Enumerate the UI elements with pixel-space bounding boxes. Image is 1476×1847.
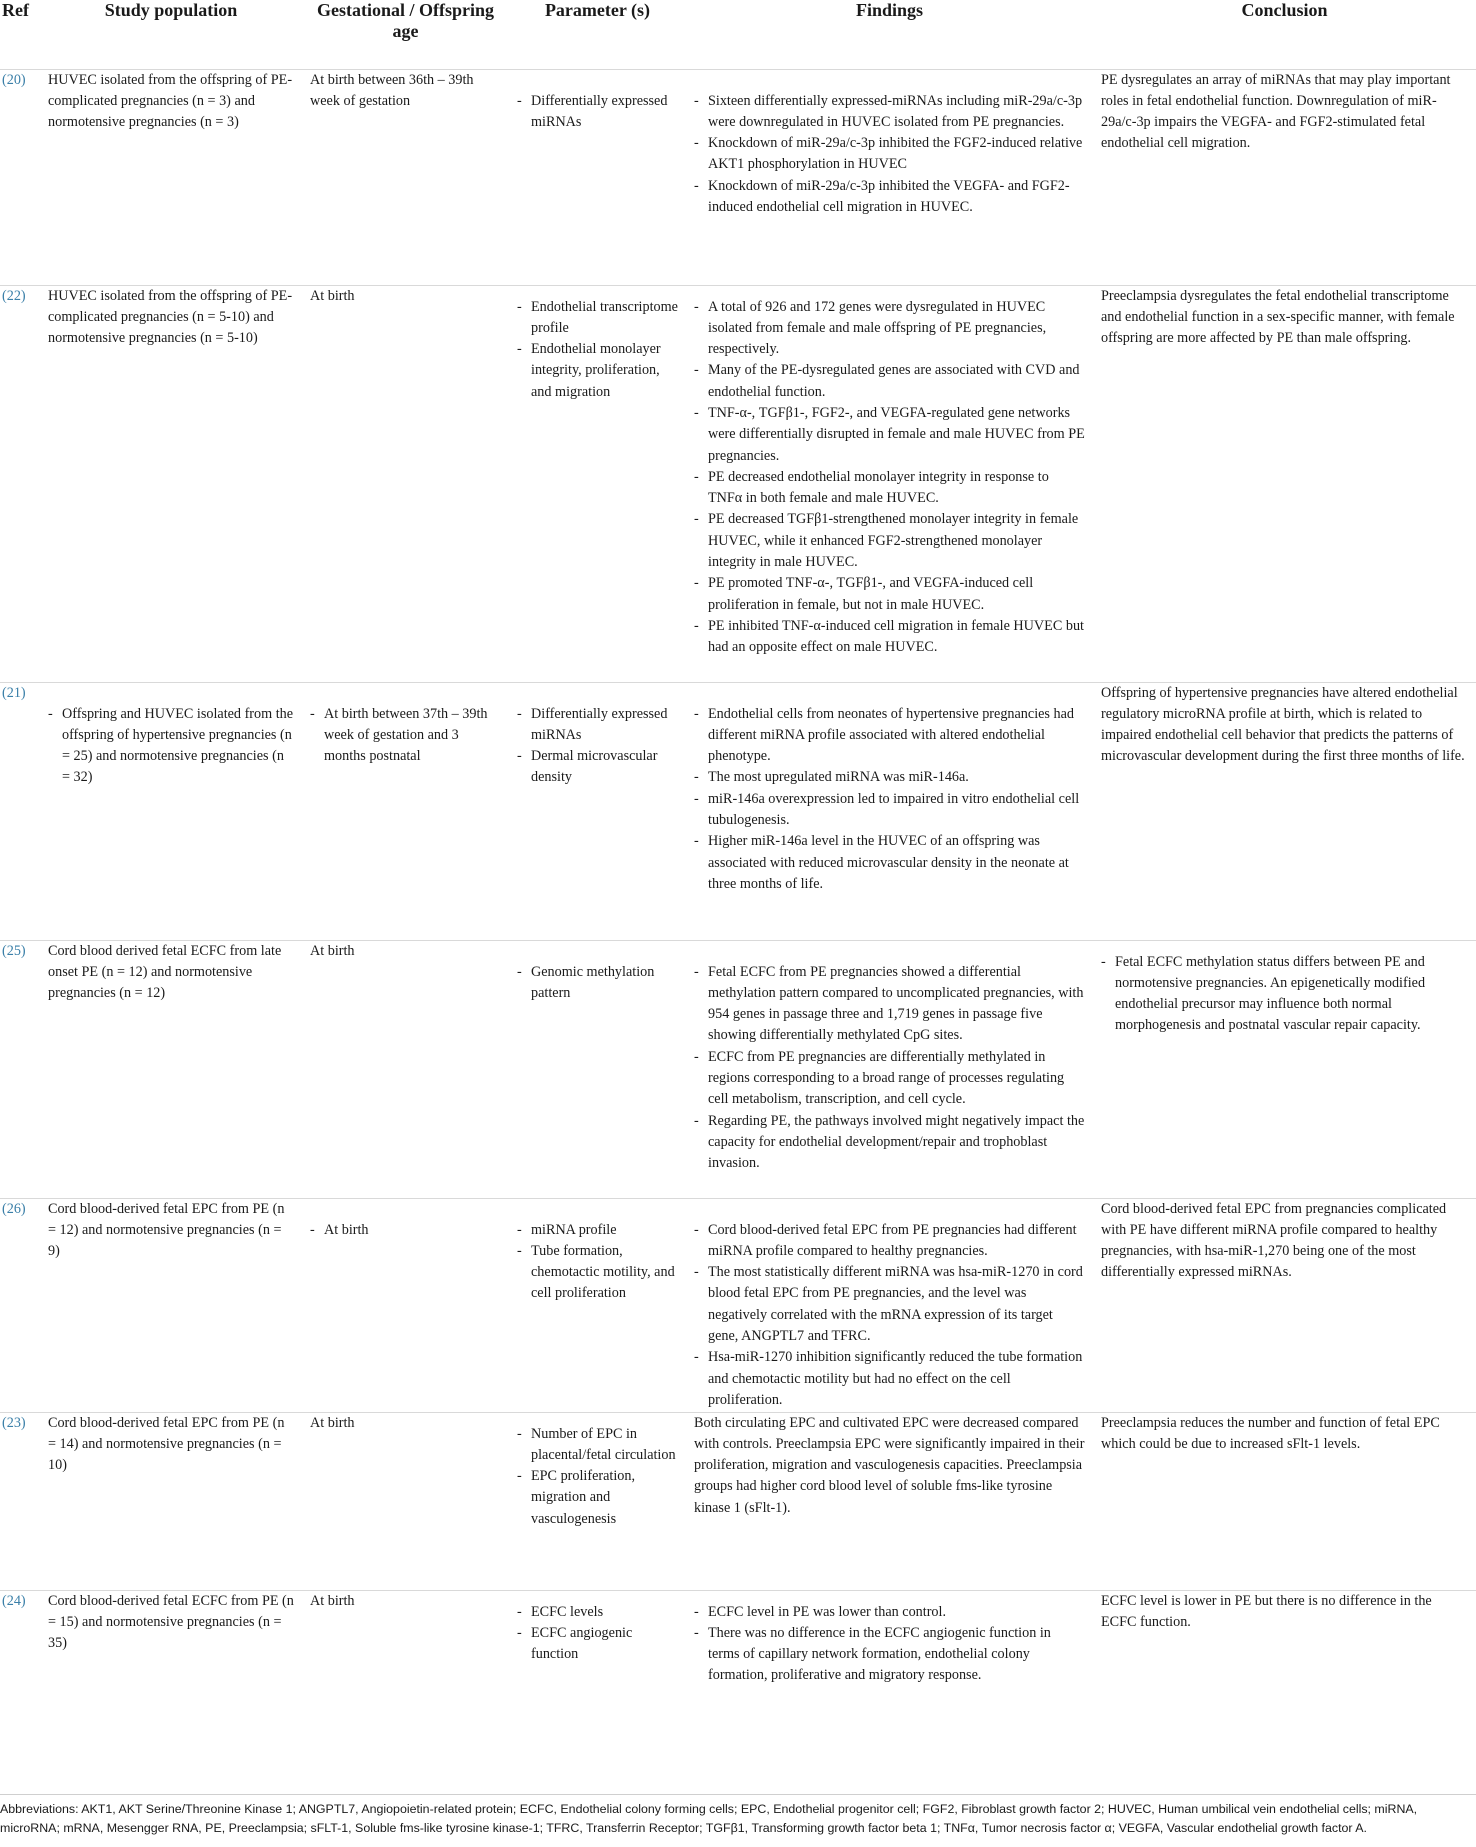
finding-item: - The most upregulated miRNA was miR-146a. <box>694 767 1085 788</box>
age-cell: At birth <box>310 1592 355 1609</box>
param-item: - Dermal microvascular density <box>517 746 678 789</box>
finding-item: - Knockdown of miR-29a/c-3p inhibited the FGF2-induced relative AKT1 phosphorylation in HUVEC <box>694 133 1085 176</box>
conclusion-cell: PE dysregulates an array of miRNAs that may play important roles in fetal endothelial function. Downregulation of miR-29a/c-3p impairs the VEGFA- and FGF2-stimulated fetal endothelial cell migration. <box>1101 71 1451 152</box>
param-item: - ECFC angiogenic function <box>517 1623 678 1666</box>
finding-item: - Cord blood-derived fetal EPC from PE pregnancies had different miRNA profile compared to healthy pregnancies. <box>694 1220 1085 1263</box>
ref-link[interactable]: (25) <box>2 942 26 959</box>
finding-item: - Regarding PE, the pathways involved might negatively impact the capacity for endothelial development/repair and trophoblast invasion. <box>694 1111 1085 1175</box>
age-item: - At birth between 37th – 39th week of gestation and 3 months postnatal <box>310 704 501 768</box>
age-cell: At birth <box>310 942 355 959</box>
finding-item: - Many of the PE-dysregulated genes are associated with CVD and endothelial function. <box>694 360 1085 403</box>
finding-item: - There was no difference in the ECFC angiogenic function in terms of capillary network formation, endothelial colony formation, proliferative and migratory response. <box>694 1623 1085 1687</box>
ref-link[interactable]: (23) <box>2 1414 26 1431</box>
conclusion-cell: Preeclampsia reduces the number and function of fetal EPC which could be due to increased sFlt-1 levels. <box>1101 1414 1440 1452</box>
table-row <box>0 682 1476 940</box>
finding-item: - Higher miR-146a level in the HUVEC of an offspring was associated with reduced microvascular density in the neonate at three months of life. <box>694 831 1085 895</box>
ref-link[interactable]: (24) <box>2 1592 26 1609</box>
age-cell <box>302 1198 509 1412</box>
ref-link[interactable]: (21) <box>2 684 26 701</box>
finding-item: - PE decreased endothelial monolayer integrity in response to TNFα in both female and male HUVEC. <box>694 467 1085 510</box>
param-item: - ECFC levels <box>517 1602 678 1623</box>
age-item: - At birth <box>310 1220 501 1241</box>
population-cell: HUVEC isolated from the offspring of PE-complicated pregnancies (n = 3) and normotensive pregnancies (n = 3) <box>48 71 293 131</box>
params-cell <box>509 1590 686 1714</box>
param-item: - Number of EPC in placental/fetal circulation <box>517 1424 678 1467</box>
findings-cell <box>686 682 1093 940</box>
finding-item: - Hsa-miR-1270 inhibition significantly reduced the tube formation and chemotactic motility but had no effect on the cell proliferation. <box>694 1347 1085 1411</box>
population-cell <box>40 682 302 940</box>
population-cell: HUVEC isolated from the offspring of PE-complicated pregnancies (n = 5-10) and normotensive pregnancies (n = 5-10) <box>48 287 293 347</box>
finding-item: - miR-146a overexpression led to impaired in vitro endothelial cell tubulogenesis. <box>694 789 1085 832</box>
population-cell: Cord blood-derived fetal EPC from PE (n = 12) and normotensive pregnancies (n = 9) <box>48 1200 285 1260</box>
findings-cell <box>686 940 1093 1198</box>
header-population: Study population <box>104 0 238 20</box>
finding-item: - A total of 926 and 172 genes were dysregulated in HUVEC isolated from female and male offspring of PE pregnancies, respectively. <box>694 297 1085 361</box>
ref-link[interactable]: (22) <box>2 287 26 304</box>
params-cell <box>509 69 686 285</box>
table-row <box>0 1198 1476 1412</box>
finding-item: - Knockdown of miR-29a/c-3p inhibited the VEGFA- and FGF2-induced endothelial cell migration in HUVEC. <box>694 176 1085 219</box>
table-row <box>0 285 1476 682</box>
params-cell <box>509 1412 686 1590</box>
conclusion-cell <box>1093 940 1476 1198</box>
params-cell <box>509 285 686 682</box>
abbreviations-footnote: Abbreviations: AKT1, AKT Serine/Threonine Kinase 1; ANGPTL7, Angiopoietin-related protein; ECFC, Endothelial colony forming cells; EPC, Endothelial progenitor cell; FGF2, Fibroblast growth factor 2; HUVEC, Human umbilical vein endothelial cells; miRNA, microRNA; mRNA, Mesengger RNA, PE, Preeclampsia; sFLT-1, Soluble fms-like tyrosine kinase-1; TFRC, Transferrin Receptor; TGFβ1, Transforming growth factor beta 1; TNFα, Tumor necrosis factor α; VEGFA, Vascular endothelial growth factor A. <box>0 1794 1476 1838</box>
header-conclusion: Conclusion <box>1241 0 1328 20</box>
conclusion-cell: Preeclampsia dysregulates the fetal endothelial transcriptome and endothelial function in a sex-specific manner, with female offspring are more affected by PE than male offspring. <box>1101 287 1455 347</box>
ref-link[interactable]: (26) <box>2 1200 26 1217</box>
table-row <box>0 69 1476 285</box>
age-cell: At birth between 36th – 39th week of gestation <box>310 71 474 109</box>
population-cell: Cord blood-derived fetal ECFC from PE (n = 15) and normotensive pregnancies (n = 35) <box>48 1592 294 1652</box>
param-item: - Differentially expressed miRNAs <box>517 704 678 747</box>
finding-item: - Sixteen differentially expressed-miRNAs including miR-29a/c-3p were downregulated in HUVEC isolated from PE pregnancies. <box>694 91 1085 134</box>
conclusion-item: - Fetal ECFC methylation status differs between PE and normotensive pregnancies. An epigenetically modified endothelial precursor may influence both normal morphogenesis and postnatal vascular repair capacity. <box>1101 952 1468 1037</box>
finding-item: - The most statistically different miRNA was hsa-miR-1270 in cord blood fetal EPC from PE pregnancies, and the level was negatively correlated with the mRNA expression of its target gene, ANGPTL7 and TFRC. <box>694 1262 1085 1347</box>
params-cell <box>509 940 686 1198</box>
table-row <box>0 940 1476 1198</box>
finding-item: - ECFC level in PE was lower than control. <box>694 1602 1085 1623</box>
conclusion-cell: Cord blood-derived fetal EPC from pregnancies complicated with PE have different miRNA profile compared to healthy pregnancies, with hsa-miR-1,270 being one of the most differentially expressed miRNAs. <box>1101 1200 1447 1281</box>
param-item: - Endothelial transcriptome profile <box>517 297 678 340</box>
findings-cell <box>686 69 1093 285</box>
ref-link[interactable]: (20) <box>2 71 26 88</box>
population-cell: Cord blood derived fetal ECFC from late onset PE (n = 12) and normotensive pregnancies (n = 12) <box>48 942 282 1002</box>
findings-cell <box>686 285 1093 682</box>
conclusion-cell: ECFC level is lower in PE but there is no difference in the ECFC function. <box>1101 1592 1432 1630</box>
age-cell: At birth <box>310 1414 355 1431</box>
age-cell <box>302 682 509 940</box>
findings-cell <box>686 1198 1093 1412</box>
findings-cell: Both circulating EPC and cultivated EPC were decreased compared with controls. Preeclampsia EPC were significantly impaired in their proliferation, migration and vasculogenesis capacities. Preeclampsia groups had higher cord blood level of soluble fms-like tyrosine kinase 1 (sFlt-1). <box>694 1414 1085 1516</box>
finding-item: - ECFC from PE pregnancies are differentially methylated in regions corresponding to a broad range of processes regulating cell metabolism, transcription, and cell cycle. <box>694 1047 1085 1111</box>
population-cell: Cord blood-derived fetal EPC from PE (n = 14) and normotensive pregnancies (n = 10) <box>48 1414 285 1474</box>
header-ref: Ref <box>2 0 29 20</box>
finding-item: - PE promoted TNF-α-, TGFβ1-, and VEGFA-induced cell proliferation in female, but not in male HUVEC. <box>694 573 1085 616</box>
param-item: - Differentially expressed miRNAs <box>517 91 678 134</box>
age-cell: At birth <box>310 287 355 304</box>
table-row <box>0 1412 1476 1590</box>
header-params: Parameter (s) <box>544 0 651 20</box>
conclusion-cell: Offspring of hypertensive pregnancies have altered endothelial regulatory microRNA profile at birth, which is related to impaired endothelial cell behavior that predicts the patterns of microvascular development during the first three months of life. <box>1101 684 1465 765</box>
findings-cell <box>686 1590 1093 1714</box>
param-item: - miRNA profile <box>517 1220 678 1241</box>
params-cell <box>509 682 686 940</box>
header-findings: Findings <box>855 0 924 20</box>
param-item: - Endothelial monolayer integrity, proliferation, and migration <box>517 339 678 403</box>
params-cell <box>509 1198 686 1412</box>
finding-item: - PE inhibited TNF-α-induced cell migration in female HUVEC but had an opposite effect on male HUVEC. <box>694 616 1085 659</box>
finding-item: - Endothelial cells from neonates of hypertensive pregnancies had different miRNA profile associated with altered endothelial phenotype. <box>694 704 1085 768</box>
param-item: - Genomic methylation pattern <box>517 962 678 1005</box>
finding-item: - Fetal ECFC from PE pregnancies showed a differential methylation pattern compared to uncomplicated pregnancies, with 954 genes in passage three and 1,719 genes in passage five showing differentially methylated CpG sites. <box>694 962 1085 1047</box>
finding-item: - PE decreased TGFβ1-strengthened monolayer integrity in female HUVEC, while it enhanced FGF2-strengthened monolayer integrity in male HUVEC. <box>694 509 1085 573</box>
header-age: Gestational / Offspring age <box>316 0 494 41</box>
param-item: - EPC proliferation, migration and vasculogenesis <box>517 1466 678 1530</box>
finding-item: - TNF-α-, TGFβ1-, FGF2-, and VEGFA-regulated gene networks were differentially disrupted in female and male HUVEC from PE pregnancies. <box>694 403 1085 467</box>
param-item: - Tube formation, chemotactic motility, and cell proliferation <box>517 1241 678 1305</box>
table-row <box>0 1590 1476 1714</box>
header-row <box>0 0 1476 69</box>
population-item: - Offspring and HUVEC isolated from the offspring of hypertensive pregnancies (n = 25) and normotensive pregnancies (n = 32) <box>48 704 294 789</box>
